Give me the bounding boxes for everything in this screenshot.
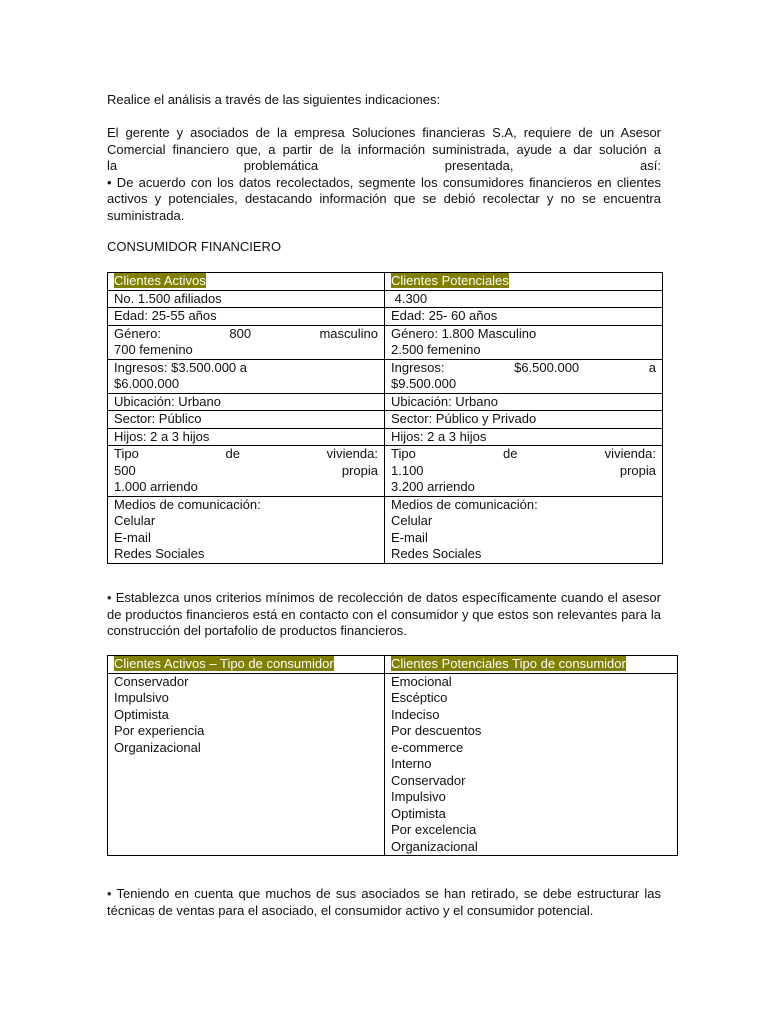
list-item: Optimista	[391, 805, 446, 821]
cell-line: $9.500.000	[391, 376, 457, 391]
table-row	[108, 446, 663, 497]
table-cell	[385, 496, 663, 563]
header-potential-consumer-type: Clientes Potenciales Tipo de consumidor	[391, 656, 626, 671]
table-row	[108, 308, 663, 326]
list-item: Organizacional	[114, 739, 201, 755]
table-header-cell	[108, 273, 385, 291]
paragraph-1-line-1: El gerente y asociados de la empresa Soluciones financieras S.A, requiere de un Asesor	[107, 125, 661, 140]
table-cell: No. 1.500 afiliados	[108, 290, 385, 308]
table-cell	[385, 325, 663, 359]
table-cell: Sector: Público y Privado	[385, 411, 663, 429]
section-title: CONSUMIDOR FINANCIERO	[107, 239, 282, 254]
paragraph-1-line-2: Comercial financiero que, a partir de la información suministrada, ayude a dar solución a	[107, 141, 661, 157]
paragraph-1-line-3: la problemática presentada, así:	[107, 158, 661, 173]
table-cell	[108, 496, 385, 563]
header-active-consumer-type: Clientes Activos – Tipo de consumidor	[114, 656, 334, 671]
cell-line: Ingresos: $3.500.000 a	[114, 359, 247, 375]
list-item: Interno	[391, 756, 432, 771]
cell-line: E-mail	[391, 529, 428, 545]
table-cell: 4.300	[385, 290, 663, 308]
table-cell: Hijos: 2 a 3 hijos	[385, 428, 663, 446]
cell-line: Redes Sociales	[391, 546, 482, 561]
list-item: Por excelencia	[391, 822, 477, 837]
table-cell: Edad: 25-55 años	[108, 308, 385, 326]
table-cell: Edad: 25- 60 años	[385, 308, 663, 326]
cell-line: $6.000.000	[114, 376, 180, 391]
list-item: Conservador	[391, 772, 466, 788]
cell-line: 2.500 femenino	[391, 342, 481, 357]
table-cell: Ubicación: Urbano	[385, 393, 663, 411]
cell-line: Redes Sociales	[114, 546, 205, 561]
table-cell: Hijos: 2 a 3 hijos	[108, 428, 385, 446]
table-header-cell	[385, 273, 663, 291]
table-row	[108, 411, 663, 429]
table-cell	[108, 325, 385, 359]
table-row	[108, 359, 663, 393]
cell-line: Tipo de vivienda:	[114, 446, 378, 461]
list-item: Escéptico	[391, 690, 448, 705]
table-row	[108, 273, 663, 291]
cell-line: Género: 1.800 Masculino	[391, 325, 537, 341]
cell-line: Celular	[114, 513, 156, 528]
list-item: Conservador	[114, 673, 189, 689]
table-cell	[385, 359, 663, 393]
consumer-type-table	[107, 655, 678, 856]
paragraph-3: • Teniendo en cuenta que muchos de sus asociados se han retirado, se debe estructurar las técnicas de ventas para el asociado, el consumidor activo y el consumidor potencial.	[107, 886, 661, 918]
cell-line: Medios de comunicación:	[114, 496, 261, 512]
cell-line: Ingresos: $6.500.000 a	[391, 359, 656, 375]
table-row	[108, 656, 678, 674]
table-row	[108, 325, 663, 359]
list-item: Optimista	[114, 706, 169, 722]
table-row	[108, 673, 678, 856]
table-row	[108, 393, 663, 411]
list-item: Por experiencia	[114, 723, 205, 738]
list-item: Impulsivo	[114, 690, 169, 705]
cell-line: Tipo de vivienda:	[391, 446, 656, 461]
intro-text: Realice el análisis a través de las siguientes indicaciones:	[107, 92, 441, 107]
header-potential-clients: Clientes Potenciales	[391, 273, 509, 288]
table-header-cell	[108, 656, 385, 674]
table-cell	[108, 446, 385, 497]
list-item: Por descuentos	[391, 723, 482, 738]
cell-line: 700 femenino	[114, 342, 193, 357]
table-row	[108, 290, 663, 308]
paragraph-1	[107, 125, 661, 224]
cell-line: Celular	[391, 513, 433, 528]
table-cell: Sector: Público	[108, 411, 385, 429]
paragraph-1-bullet: • De acuerdo con los datos recolectados, segmente los consumidores financieros en clientes activos y potenciales, destacando información que se debió recolectar y no se encuentra suministrada.	[107, 174, 661, 223]
cell-line: 500 propia	[114, 462, 378, 478]
cell-line: 1.000 arriendo	[114, 479, 198, 494]
list-item: Organizacional	[391, 838, 478, 854]
list-item: Indeciso	[391, 706, 440, 722]
table-row	[108, 496, 663, 563]
cell-line: 3.200 arriendo	[391, 479, 475, 494]
header-active-clients: Clientes Activos	[114, 273, 206, 288]
paragraph-2: • Establezca unos criterios mínimos de recolección de datos específicamente cuando el asesor de productos financieros está en contacto con el consumidor y que estos son relevantes para la construcción del portafolio de productos financieros.	[107, 590, 661, 638]
list-item: Emocional	[391, 673, 452, 689]
table-cell	[108, 673, 385, 856]
table-cell: Ubicación: Urbano	[108, 393, 385, 411]
table-cell	[108, 359, 385, 393]
cell-line: E-mail	[114, 529, 151, 545]
cell-line: 1.100 propia	[391, 462, 656, 478]
list-item: e-commerce	[391, 739, 464, 755]
table-row	[108, 428, 663, 446]
table-cell	[385, 446, 663, 497]
consumer-table	[107, 272, 663, 564]
cell-line: Género: 800 masculino	[114, 325, 378, 341]
table-cell	[385, 673, 678, 856]
table-header-cell	[385, 656, 678, 674]
list-item: Impulsivo	[391, 789, 446, 804]
cell-line: Medios de comunicación:	[391, 496, 538, 512]
